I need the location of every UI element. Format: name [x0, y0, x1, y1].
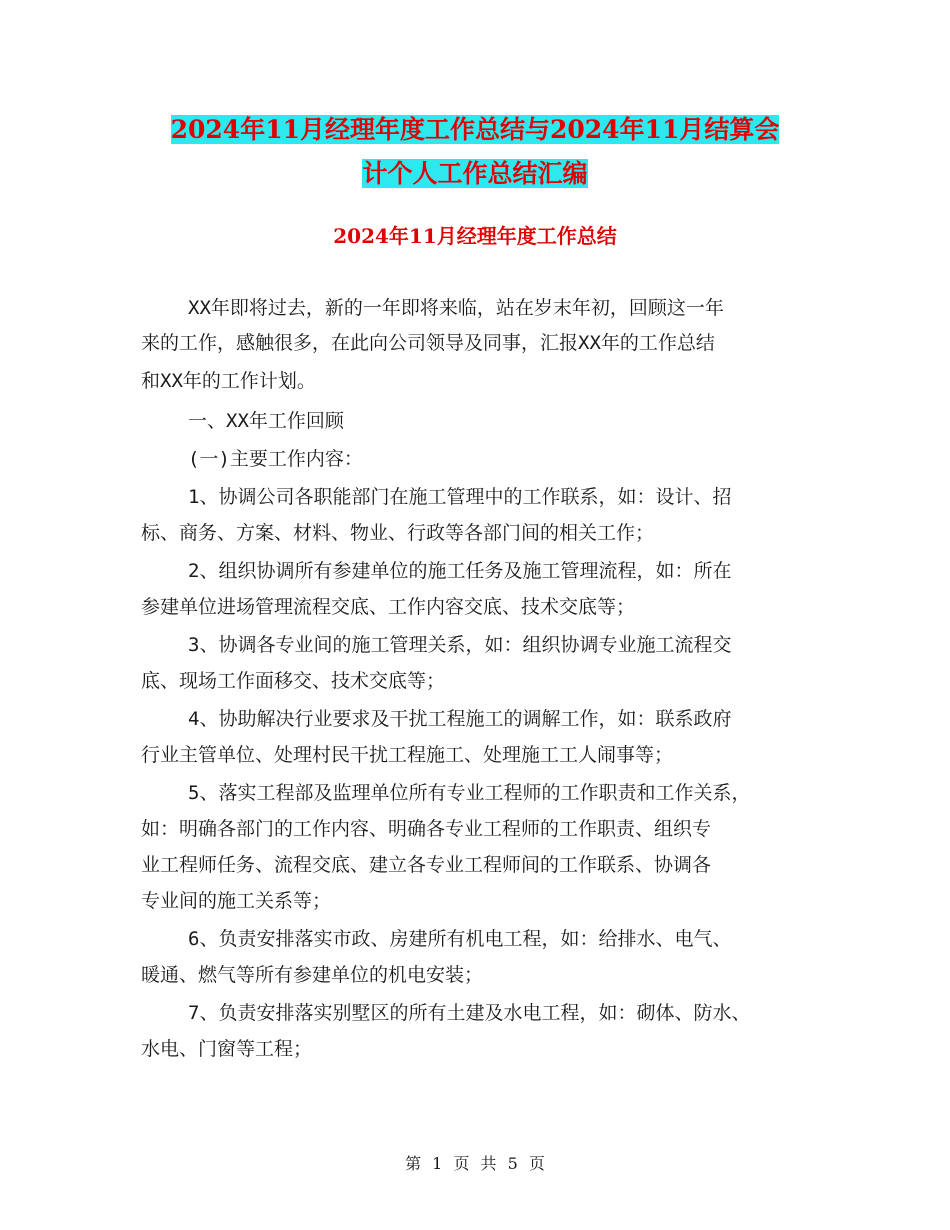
paragraph-line: 5、落实工程部及监理单位所有专业工程师的工作职责和工作关系， — [188, 782, 751, 804]
page-number-footer: 第 1 页 共 5 页 — [405, 1154, 545, 1173]
document-title-line-1 — [140, 108, 810, 152]
paragraph-line: XX年即将过去，新的一年即将来临，站在岁末年初，回顾这一年 — [188, 297, 724, 319]
paragraph-line: 标、商务、方案、材料、物业、行政等各部门间的相关工作； — [141, 522, 655, 544]
paragraph-line: 2、组织协调所有参建单位的施工任务及施工管理流程，如：所在 — [188, 560, 732, 582]
paragraph-line: 一、XX年工作回顾 — [188, 410, 344, 432]
paragraph-line: 来的工作，感触很多，在此向公司领导及同事，汇报XX年的工作总结 — [141, 332, 715, 354]
paragraph-line: 参建单位进场管理流程交底、工作内容交底、技术交底等； — [141, 596, 636, 618]
paragraph-line: 6、负责安排落实市政、房建所有机电工程，如：给排水、电气、 — [188, 928, 732, 950]
title-highlight: 计个人工作总结汇编 — [362, 159, 588, 188]
paragraph-line: 7、负责安排落实别墅区的所有土建及水电工程，如：砌体、防水、 — [188, 1002, 751, 1024]
paragraph-line: 底、现场工作面移交、技术交底等； — [141, 670, 446, 692]
paragraph-line: 水电、门窗等工程； — [141, 1038, 313, 1060]
paragraph-line: 3、协调各专业间的施工管理关系，如：组织协调专业施工流程交 — [188, 634, 732, 656]
title-highlight: 2024年11月经理年度工作总结与2024年11月结算会 — [170, 115, 780, 144]
paragraph-line: 1、协调公司各职能部门在施工管理中的工作联系，如：设计、招 — [188, 486, 732, 508]
paragraph-line: 和XX年的工作计划。 — [141, 370, 316, 392]
paragraph-line: (一)主要工作内容： — [188, 448, 363, 470]
paragraph-line: 暖通、燃气等所有参建单位的机电安装； — [141, 964, 484, 986]
paragraph-line: 4、协助解决行业要求及干扰工程施工的调解工作，如：联系政府 — [188, 708, 732, 730]
paragraph-line: 业工程师任务、流程交底、建立各专业工程师间的工作联系、协调各 — [141, 854, 712, 876]
document-title-line-2 — [140, 152, 810, 196]
section-title: 2024年11月经理年度工作总结 — [333, 224, 617, 248]
paragraph-line: 行业主管单位、处理村民干扰工程施工、处理施工工人闹事等； — [141, 744, 674, 766]
paragraph-line: 专业间的施工关系等； — [141, 890, 332, 912]
paragraph-line: 如：明确各部门的工作内容、明确各专业工程师的工作职责、组织专 — [141, 818, 712, 840]
